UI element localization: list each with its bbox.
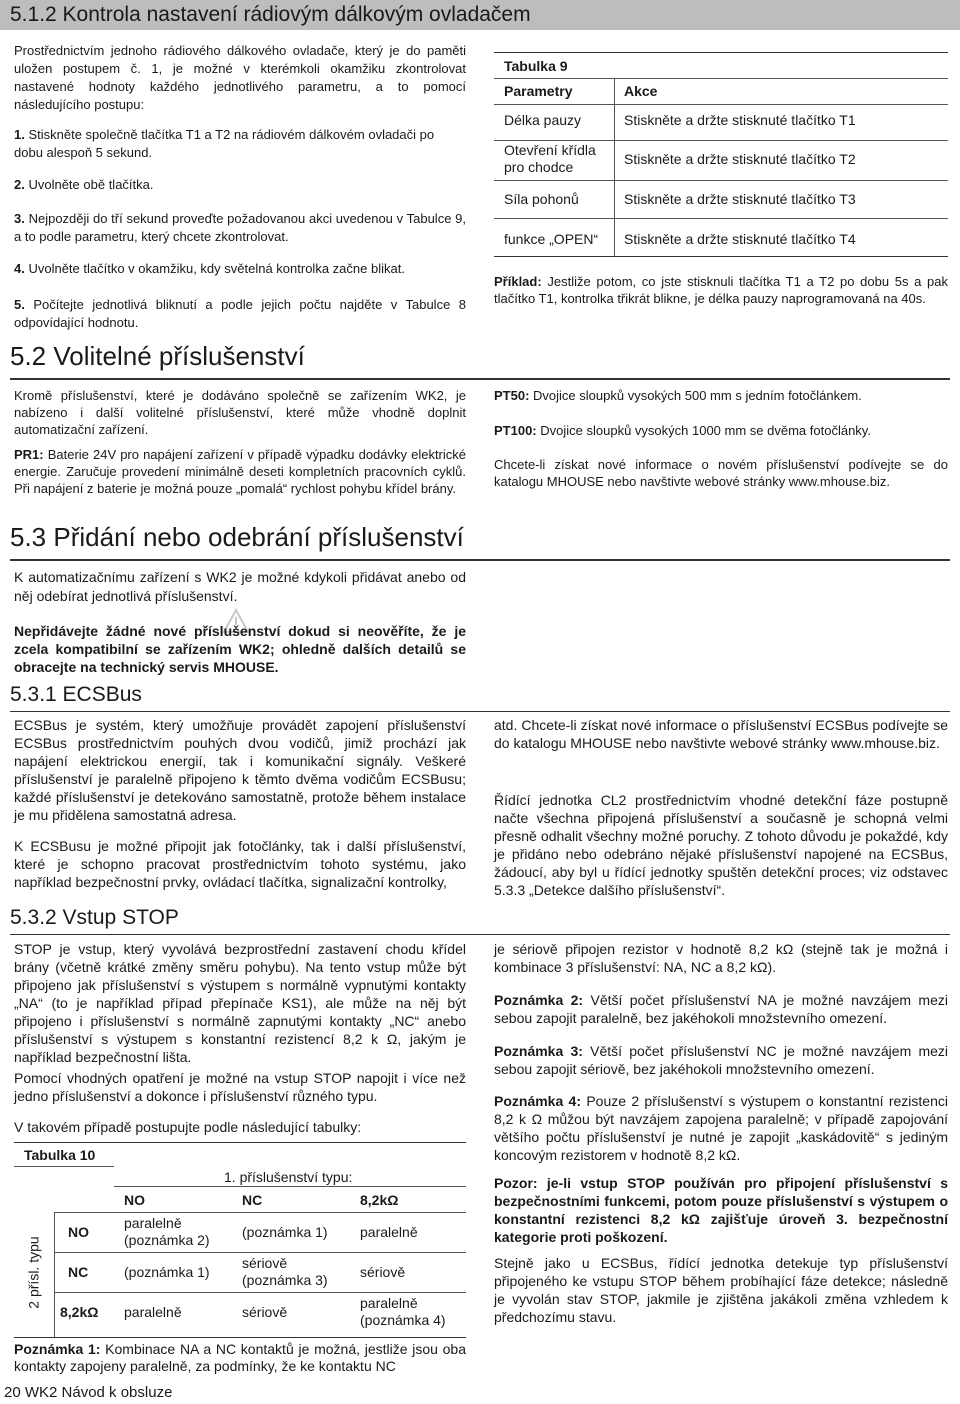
row-header: NO [68,1224,89,1240]
section-title-531: 5.3.1 ECSBus [10,683,142,706]
row-header: 8,2kΩ [60,1304,99,1320]
step-text: Uvolněte tlačítko v okamžiku, kdy světelná kontrolka začne blikat. [28,261,405,276]
table-cell: paralelně (poznámka 2) [124,1215,210,1248]
section-title-532: 5.3.2 Vstup STOP [10,906,179,929]
column-header: NO [124,1192,145,1208]
table-cell: funkce „OPEN“ [504,231,599,247]
intro-paragraph: Prostřednictvím jednoho rádiového dálkového ovladače, který je do paměti uložen postupem č. 1, je možné v kterémkoli okamžiku zkontrolovat nastavené hodnoty každého jednotlivého parametru, a to pomocí následujícího postupu: [14,43,466,112]
note-label: Poznámka 4: [494,1093,582,1109]
divider [10,711,950,712]
ecsbus-paragraph-3: atd. Chcete-li získat nové informace o příslušenství ECSBus podívejte se do katalogu MHOUSE nebo navštivte webové stránky www.mhouse.biz. [494,717,948,751]
pt50-paragraph [494,387,948,404]
note-1 [14,1341,466,1375]
step-number: 4. [14,261,25,276]
table-cell: (poznámka 1) [124,1264,210,1280]
note-label: Poznámka 1: [14,1341,101,1357]
table-cell: sériově [360,1264,406,1280]
note-text: Kombinace NA a NC kontaktů je možná, jestliže jsou oba kontakty zapojeny paralelně, za podmínky, že ke kontaktu NC [14,1341,467,1374]
step-text: Stiskněte společně tlačítka T1 a T2 na rádiovém dálkovém ovladači po dobu alespoň 5 sekund. [14,127,435,160]
step-text: Nejpozději do tří sekund proveďte požadovanou akci uvedenou v Tabulce 9, a to podle parametru, který chcete zkontrolovat. [14,211,466,244]
table-cell: Délka pauzy [504,112,582,128]
step-3 [14,210,466,246]
section-title-53: 5.3 Přidání nebo odebrání příslušenství [10,522,464,552]
table-header-action: Akce [624,83,658,99]
table-cell: Otevření křídla pro chodce [504,142,596,175]
step-text: Uvolněte obě tlačítka. [28,177,154,192]
ecsbus-paragraph-4: Řídící jednotka CL2 prostřednictvím vhodné detekční fáze postupně načte všechna připojená příslušenství a současně je schopná velmi přesně odhalit všechny možné poruchy. Z tohoto důvodu je pokaždé, kdy je přidáno nebo odebráno nějaké příslušenství napojené na ECSBus, žádoucí, aby byl u řídící jednotky spuštěn detekční proces; viz odstavec 5.3.3 „Detekce dalšího příslušenství“. [494,792,948,898]
table-cell: sériově [242,1304,288,1320]
step-number: 5. [14,297,25,312]
section-title-52: 5.2 Volitelné příslušenství [10,341,305,371]
step-number: 3. [14,211,25,226]
stop-paragraph-2: Pomocí vhodných opatření je možné na vstup STOP napojit i více než jedno příslušenství a dokonce i příslušenství různého typu. [14,1070,466,1104]
step-2 [14,176,466,194]
column-header: 8,2kΩ [360,1192,399,1208]
pt100-paragraph [494,422,948,439]
pt50-text: Dvojice sloupků vysokých 500 mm s jedním fotočlánkem. [533,388,862,403]
pt50-label: PT50: [494,388,530,403]
divider [10,378,950,380]
note-text: Pouze 2 příslušenství s výstupem o konstantní rezistenci 8,2 k Ω můžou být navzájem zapojena paralelně; v případě zapojování většího počtu příslušenství je nutné je zapojit „kaskádovitě“ s jediným koncovým rezistorem v hodnotě 8,2 kΩ. [494,1093,948,1163]
compatibility-warning: Nepřidávejte žádné nové příslušenství dokud si neověříte, že je zcela kompatibilní se zařízením WK2; ohledně dalších detailů se obracejte na technický servis MHOUSE. [14,623,466,675]
table-cell: paralelně [360,1224,418,1240]
table-cell: paralelně (poznámka 4) [360,1295,446,1328]
table-cell: Stiskněte a držte stisknuté tlačítko T1 [624,112,856,128]
stop-paragraph-1: STOP je vstup, který vyvolává bezprostřední zastavení chodu křídel brány (včetně krátké změny směru pohybu). Na tento vstup může být připojeno jak příslušenství s výstupem s normálně vypnutými kontakty „NA“ (to je například případ přepínače KS1), ale může na něj být připojeno i příslušenství s normálně zapnutými kontakty „NC“ anebo příslušenství s výstupem s konstantní rezistencí 8,2 k Ω, jakým je například bezpečnostní lišta. [14,941,466,1065]
note-label: Poznámka 3: [494,1043,583,1059]
table-9 [494,52,948,258]
table-title: Tabulka 9 [504,58,568,74]
page-footer: 20 WK2 Návod k obsluze [4,1384,173,1401]
column-header: NC [242,1192,263,1208]
table-cell: Stiskněte a držte stisknuté tlačítko T2 [624,151,856,167]
stop-paragraph-3: V takovém případě postupujte podle následující tabulky: [14,1119,362,1135]
stop-detection-paragraph: Stejně jako u ECSBus, řídící jednotka detekuje typ příslušenství připojeného ke vstupu STOP během probíhající fáze detekce; následně je vyvolán stav STOP, jakmile je zjištěna jakákoli změna vzhledem k předchozímu stavu. [494,1255,948,1325]
pr1-paragraph [14,446,466,497]
step-5 [14,296,466,332]
note-label: Poznámka 2: [494,992,584,1008]
pt100-label: PT100: [494,423,537,438]
table-10 [14,1142,466,1338]
ecsbus-paragraph-1: ECSBus je systém, který umožňuje provádět zapojení příslušenství ECSBus prostřednictvím pouhých dvou vodičů, jimiž prochází jak napájení elektrickou energií, tak i komunikační signály. Veškeré příslušenství je paralelně připojeno k těmto dvěma vodičům ECSBusu; každé příslušenství je detekováno samostatně, protože během instalace je mu přidělena samostatná adresa. [14,717,466,823]
table-cell: Stiskněte a držte stisknuté tlačítko T3 [624,191,856,207]
pr1-label: PR1: [14,447,44,462]
step-1 [14,126,466,162]
table-title: Tabulka 10 [24,1147,96,1163]
table-header-parameters: Parametry [504,83,573,99]
safety-caution: Pozor: je-li vstup STOP používán pro připojení příslušenství s bezpečnostními funkcemi, potom pouze příslušenství s výstupem o konstantní rezistenci 8,2 kΩ zajišťuje úroveň 3. bezpečnostní kategorie proti poškození. [494,1175,948,1245]
row-header: NC [68,1264,89,1280]
note-text: Větší počet příslušenství NC je možné navzájem mezi sebou zapojit sériově, bez jakéhokoli množstevního omezení. [494,1043,949,1077]
table-cell: (poznámka 1) [242,1224,328,1240]
example-label: Příklad: [494,274,542,289]
divider [10,934,950,935]
accessories-intro: Kromě příslušenství, které je dodáváno společně se zařízením WK2, je nabízeno i další volitelné příslušenství, které může vhodně doplnit automatizační zařízení. [14,388,466,437]
example-text: Jestliže potom, co jste stisknuli tlačítka T1 a T2 po dobu 5s a pak tlačítko T1, kontrolka třikrát blikne, je délka pauzy naprogramovaná na 40s. [494,274,948,306]
step-4 [14,260,466,278]
divider [10,559,950,561]
pr1-text: Baterie 24V pro napájení zařízení v případě výpadku dodávky elektrické energie. Zaručuje provedení minimálně deseti kompletních pracovních cyklů. Při napájení z baterie je možná pouze „pomalá“ rychlost pohybu křídel brány. [14,447,467,496]
accessory-add-intro: K automatizačnímu zařízení s WK2 je možné kdykoli přidávat anebo od něj odebírat jednotlivá příslušenství. [14,569,466,604]
row-group-label: 2 přísl. typu [25,1236,42,1309]
note-3 [494,1042,948,1078]
note-1-continued: je sériově připojen rezistor v hodnotě 8,2 kΩ (stejně tak je možná i kombinace 3 příslušenství: NA, NC a 8,2 kΩ). [494,941,948,975]
table-cell: sériově (poznámka 3) [242,1255,328,1288]
pt100-text: Dvojice sloupků vysokých 1000 mm se dvěma fotočlánky. [540,423,871,438]
ecsbus-paragraph-2: K ECSBusu je možné připojit jak fotočlánky, tak i další příslušenství, které je schopno pracovat prostřednictvím tohoto systému, jako například bezpečnostní prvky, ovládací tlačítka, signalizační kontrolky, [14,838,466,890]
step-text: Počítejte jednotlivá bliknutí a podle jejich počtu najděte v Tabulce 8 odpovídající hodnotu. [14,297,466,330]
column-group-label: 1. příslušenství typu: [224,1169,353,1185]
step-number: 1. [14,127,25,142]
note-4 [494,1092,948,1164]
table-cell: paralelně [124,1304,182,1320]
table-cell: Síla pohonů [504,191,579,207]
more-info-paragraph: Chcete-li získat nové informace o novém příslušenství podívejte se do katalogu MHOUSE nebo navštivte webové stránky www.mhouse.biz. [494,457,948,489]
note-2 [494,991,948,1027]
section-title-512: 5.1.2 Kontrola nastavení rádiovým dálkovým ovladačem [10,3,531,26]
example-paragraph [494,273,948,307]
note-text: Větší počet příslušenství NA je možné navzájem mezi sebou zapojit paralelně, bez jakéhokoli množstevního omezení. [494,992,948,1026]
step-number: 2. [14,177,25,192]
table-cell: Stiskněte a držte stisknuté tlačítko T4 [624,231,856,247]
